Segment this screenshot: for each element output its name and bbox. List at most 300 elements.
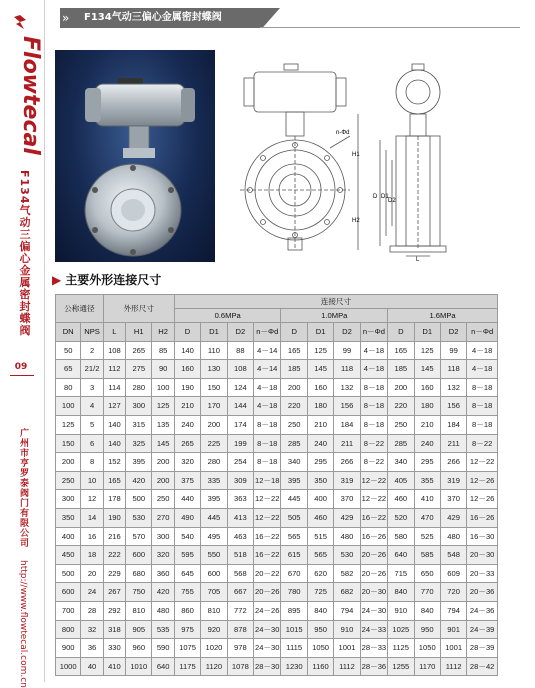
table-cell: 620 [307,564,333,583]
table-cell: 340 [388,453,414,472]
table-cell: 8－18 [467,415,498,434]
table-cell: 210 [174,397,200,416]
table-cell: 190 [103,508,125,527]
table-cell: 292 [103,601,125,620]
table-cell: 450 [56,546,81,565]
table-cell: 705 [201,583,227,602]
table-cell: 124 [227,378,253,397]
column-header: D [281,323,307,342]
table-cell: 108 [227,360,253,379]
table-cell: 680 [126,564,152,583]
table-row [56,564,498,583]
table-cell: 165 [281,341,307,360]
table-cell: 20－26 [254,583,281,602]
table-cell: 254 [227,453,253,472]
table-cell: 470 [414,508,440,527]
table-cell: 132 [334,378,360,397]
table-cell: 14 [81,508,103,527]
column-header: D [388,323,414,342]
table-row [56,341,498,360]
table-cell: 950 [307,620,333,639]
table-cell: 24－33 [360,620,387,639]
table-cell: 1255 [388,657,414,676]
table-cell: 667 [227,583,253,602]
table-cell: 1010 [126,657,152,676]
chevron-right-icon: » [62,11,70,25]
table-cell: 20－30 [360,583,387,602]
table-cell: 200 [281,378,307,397]
table-cell: 12 [81,490,103,509]
table-cell: 682 [334,583,360,602]
table-cell: 565 [307,546,333,565]
table-cell: 165 [103,471,125,490]
table-cell: 250 [152,490,174,509]
table-cell: 229 [103,564,125,583]
table-cell: 250 [56,471,81,490]
table-cell: 100 [152,378,174,397]
table-cell: 4－18 [254,397,281,416]
table-cell: 20－36 [467,583,498,602]
table-cell: 185 [281,360,307,379]
table-cell: 145 [152,434,174,453]
table-cell: 429 [440,508,466,527]
table-cell: 275 [126,360,152,379]
table-row [56,397,498,416]
table-cell: 10 [81,471,103,490]
table-cell: 495 [201,527,227,546]
table-cell: 920 [201,620,227,639]
table-cell: 878 [227,620,253,639]
table-row [56,415,498,434]
table-cell: 8－22 [360,453,387,472]
label-n-d: n-Φd [336,130,350,136]
table-cell: 185 [388,360,414,379]
table-cell: 309 [227,471,253,490]
label-d1: D1 [381,194,389,200]
table-cell: 28－30 [254,657,281,676]
table-cell: 640 [388,546,414,565]
table-cell: 413 [227,508,253,527]
table-cell: 16－22 [254,527,281,546]
table-cell: 225 [201,434,227,453]
table-cell: 150 [56,434,81,453]
table-cell: 905 [126,620,152,639]
table-cell: 600 [126,546,152,565]
table-cell: 12－26 [467,471,498,490]
table-cell: 170 [201,397,227,416]
table-cell: 8－18 [360,397,387,416]
table-cell: 901 [440,620,466,639]
column-header: D2 [440,323,466,342]
table-cell: 370 [334,490,360,509]
table-cell: 395 [201,490,227,509]
table-cell: 550 [201,546,227,565]
column-header: D1 [307,323,333,342]
table-cell: 21/2 [81,360,103,379]
table-cell: 135 [152,415,174,434]
table-cell: 160 [307,378,333,397]
table-cell: 463 [227,527,253,546]
table-cell: 1112 [440,657,466,676]
table-cell: 400 [56,527,81,546]
table-cell: 295 [414,453,440,472]
table-cell: 250 [281,415,307,434]
table-cell: 405 [388,471,414,490]
website-url[interactable]: http://www.flowtecal.com.cn [18,560,28,688]
table-cell: 1025 [388,620,414,639]
table-cell: 725 [307,583,333,602]
table-cell: 12－18 [254,471,281,490]
table-row [56,583,498,602]
table-cell: 125 [56,415,81,434]
table-cell: 88 [227,341,253,360]
table-cell: 1175 [174,657,200,676]
table-cell: 180 [307,397,333,416]
table-cell: 16－26 [360,527,387,546]
table-cell: 295 [307,453,333,472]
table-cell: 8－18 [360,378,387,397]
table-cell: 24－30 [254,639,281,658]
table-row [56,527,498,546]
table-cell: 600 [56,583,81,602]
table-cell: 1001 [440,639,466,658]
table-cell: 20－30 [467,546,498,565]
table-cell: 1170 [414,657,440,676]
header-outline: 外形尺寸 [103,295,174,323]
table-cell: 2 [81,341,103,360]
table-cell: 420 [126,471,152,490]
table-row [56,360,498,379]
table-cell: 125 [414,341,440,360]
table-cell: 160 [414,378,440,397]
table-cell: 590 [152,639,174,658]
table-cell: 520 [388,508,414,527]
table-cell: 152 [103,453,125,472]
table-cell: 1120 [201,657,227,676]
table-cell: 285 [281,434,307,453]
table-cell: 12－22 [467,453,498,472]
table-cell: 900 [56,639,81,658]
table-cell: 16－30 [467,527,498,546]
header-rule [260,27,520,28]
table-cell: 50 [56,341,81,360]
table-cell: 250 [388,415,414,434]
section-title-text: 主要外形连接尺寸 [65,273,162,287]
table-cell: 1001 [334,639,360,658]
table-cell: 90 [152,360,174,379]
table-row [56,546,498,565]
table-cell: 200 [152,471,174,490]
table-cell: 145 [414,360,440,379]
table-cell: 28 [81,601,103,620]
table-cell: 1050 [307,639,333,658]
table-cell: 210 [307,415,333,434]
table-cell: 4－14 [254,341,281,360]
table-cell: 112 [103,360,125,379]
table-cell: 640 [152,657,174,676]
table-cell: 978 [227,639,253,658]
table-cell: 220 [281,397,307,416]
table-cell: 8－18 [467,378,498,397]
table-cell: 375 [174,471,200,490]
table-cell: 750 [126,583,152,602]
table-cell: 975 [174,620,200,639]
sidebar-product-title: F134气动三偏心金属密封蝶阀 [18,170,31,337]
table-cell: 156 [334,397,360,416]
table-cell: 18 [81,546,103,565]
table-cell: 200 [388,378,414,397]
table-cell: 16－22 [254,546,281,565]
column-header: D1 [201,323,227,342]
table-cell: 140 [103,415,125,434]
table-cell: 16－22 [360,508,387,527]
table-cell: 24－26 [254,601,281,620]
table-cell: 210 [414,415,440,434]
table-cell: 800 [56,620,81,639]
table-cell: 794 [334,601,360,620]
table-cell: 910 [388,601,414,620]
section-title [52,271,161,288]
table-cell: 240 [174,415,200,434]
table-cell: 548 [440,546,466,565]
table-cell: 1020 [201,639,227,658]
table-cell: 132 [440,378,466,397]
table-cell: 645 [174,564,200,583]
table-cell: 319 [334,471,360,490]
table-cell: 840 [414,601,440,620]
table-cell: 114 [103,378,125,397]
table-cell: 118 [334,360,360,379]
table-cell: 80 [56,378,81,397]
table-cell: 429 [334,508,360,527]
table-cell: 24－30 [254,620,281,639]
table-cell: 568 [227,564,253,583]
table-cell: 410 [103,657,125,676]
table-cell: 32 [81,620,103,639]
column-header: H1 [126,323,152,342]
table-cell: 445 [281,490,307,509]
header-pressure-1-0: 1.0MPa [281,309,388,323]
table-cell: 480 [152,601,174,620]
table-cell: 1115 [281,639,307,658]
table-cell: 20 [81,564,103,583]
table-cell: 300 [126,397,152,416]
table-cell: 490 [174,508,200,527]
table-cell: 216 [103,527,125,546]
table-cell: 12－22 [360,490,387,509]
table-cell: 320 [152,546,174,565]
table-cell: 12－26 [467,490,498,509]
table-cell: 220 [388,397,414,416]
table-cell: 184 [440,415,466,434]
table-cell: 340 [281,453,307,472]
table-cell: 895 [281,601,307,620]
table-row [56,620,498,639]
table-cell: 125 [307,341,333,360]
table-cell: 4－18 [360,341,387,360]
table-cell: 110 [201,341,227,360]
table-cell: 650 [414,564,440,583]
table-cell: 28－33 [360,639,387,658]
table-cell: 20－26 [360,564,387,583]
header-pressure-0-6: 0.6MPa [174,309,281,323]
table-cell: 16－26 [467,508,498,527]
table-cell: 156 [440,397,466,416]
table-cell: 240 [307,434,333,453]
table-cell: 600 [201,564,227,583]
table-cell: 355 [414,471,440,490]
table-cell: 715 [388,564,414,583]
table-cell: 3 [81,378,103,397]
table-cell: 4 [81,397,103,416]
table-cell: 267 [103,583,125,602]
page-number: 09 [14,362,28,372]
table-cell: 670 [281,564,307,583]
table-cell: 180 [414,397,440,416]
table-cell: 530 [334,546,360,565]
table-cell: 200 [56,453,81,472]
header-connect: 连接尺寸 [174,295,497,309]
table-row [56,639,498,658]
table-body [56,341,498,676]
column-header: NPS [81,323,103,342]
table-cell: 20－26 [360,546,387,565]
table-cell: 4－18 [254,378,281,397]
page-header [60,8,480,28]
table-cell: 240 [414,434,440,453]
column-header: H2 [152,323,174,342]
page-number-underline [10,375,34,376]
table-cell: 65 [56,360,81,379]
table-cell: 840 [388,583,414,602]
table-cell: 178 [103,490,125,509]
table-cell: 1230 [281,657,307,676]
table-cell: 360 [152,564,174,583]
table-cell: 184 [334,415,360,434]
table-cell: 910 [334,620,360,639]
table-cell: 24 [81,583,103,602]
table-cell: 100 [56,397,81,416]
table-cell: 582 [334,564,360,583]
table-cell: 16 [81,527,103,546]
table-row [56,490,498,509]
brand-name: Flowtecal [18,36,43,155]
table-cell: 395 [126,453,152,472]
table-cell: 609 [440,564,466,583]
product-photo [55,50,215,262]
table-cell: 265 [174,434,200,453]
table-cell: 325 [126,434,152,453]
table-cell: 518 [227,546,253,565]
table-cell: 350 [56,508,81,527]
table-cell: 4－18 [467,360,498,379]
table-cell: 285 [388,434,414,453]
table-cell: 300 [152,527,174,546]
table-cell: 585 [414,546,440,565]
table-cell: 540 [174,527,200,546]
sidebar-divider [44,0,45,682]
table-cell: 20－33 [467,564,498,583]
table-cell: 280 [201,453,227,472]
table-cell: 12－22 [254,490,281,509]
table-cell: 108 [103,341,125,360]
table-cell: 1112 [334,657,360,676]
column-header: L [103,323,125,342]
table-cell: 580 [388,527,414,546]
label-h2: H2 [352,218,360,224]
table-cell: 480 [334,527,360,546]
table-cell: 363 [227,490,253,509]
table-cell: 165 [388,341,414,360]
table-cell: 12－22 [360,471,387,490]
table-cell: 700 [56,601,81,620]
column-header: n－Φd [467,323,498,342]
table-row [56,471,498,490]
table-cell: 1125 [388,639,414,658]
table-cell: 190 [174,378,200,397]
column-header: n－Φd [254,323,281,342]
technical-drawing [240,50,470,262]
column-header: D [174,323,200,342]
table-row [56,378,498,397]
column-header: D2 [227,323,253,342]
table-cell: 615 [281,546,307,565]
table-cell: 8－18 [467,397,498,416]
table-cell: 840 [307,601,333,620]
header-nominal: 公称通径 [56,295,104,323]
table-cell: 565 [281,527,307,546]
table-cell: 480 [440,527,466,546]
sidebar [0,0,44,688]
table-cell: 772 [227,601,253,620]
table-cell: 1075 [174,639,200,658]
table-cell: 12－22 [254,508,281,527]
table-row [56,601,498,620]
table-cell: 8－18 [254,415,281,434]
table-cell: 222 [103,546,125,565]
table-cell: 1050 [414,639,440,658]
table-cell: 570 [126,527,152,546]
table-cell: 810 [126,601,152,620]
table-cell: 24－39 [467,620,498,639]
table-cell: 127 [103,397,125,416]
table-cell: 500 [126,490,152,509]
table-cell: 505 [281,508,307,527]
table-cell: 4－14 [254,360,281,379]
table-cell: 1000 [56,657,81,676]
table-cell: 150 [201,378,227,397]
table-cell: 28－36 [360,657,387,676]
table-cell: 515 [307,527,333,546]
table-cell: 410 [414,490,440,509]
table-cell: 144 [227,397,253,416]
table-cell: 265 [126,341,152,360]
table-cell: 440 [174,490,200,509]
table-row [56,434,498,453]
table-cell: 315 [126,415,152,434]
table-cell: 1078 [227,657,253,676]
table-cell: 350 [307,471,333,490]
table-cell: 400 [307,490,333,509]
table-cell: 24－30 [360,601,387,620]
table-cell: 810 [201,601,227,620]
table-cell: 40 [81,657,103,676]
column-header: D2 [334,323,360,342]
table-cell: 125 [152,397,174,416]
table-cell: 770 [414,583,440,602]
table-cell: 395 [281,471,307,490]
table-cell: 535 [152,620,174,639]
